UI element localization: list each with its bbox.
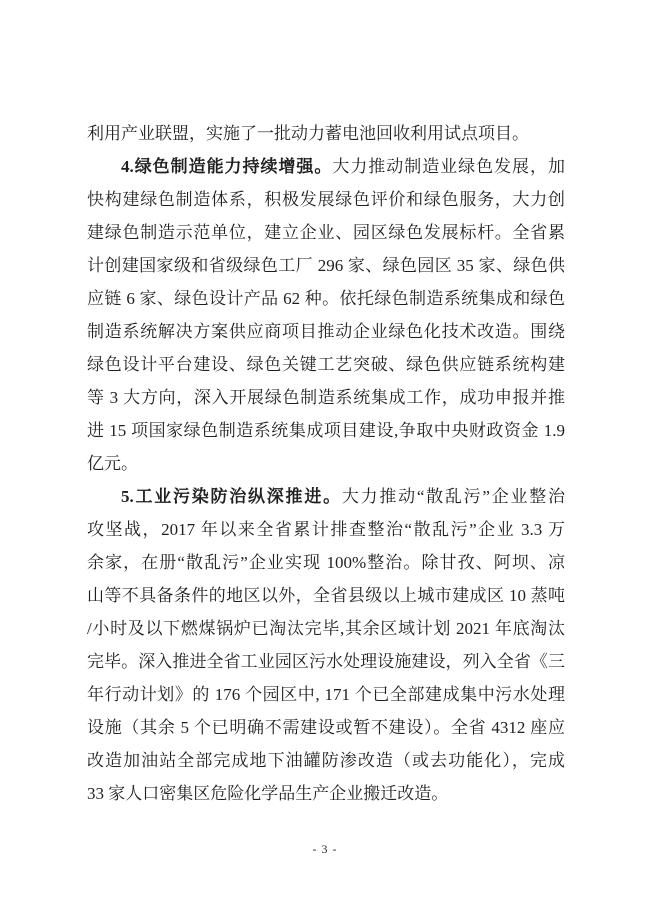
body-text-run: 山等不具备条件的地区以外，全省县级以上城市建成区 10 蒸吨	[87, 586, 565, 605]
text-line	[87, 480, 565, 513]
body-text-run: 攻坚战，2017 年以来全省累计排查整治“散乱污”企业 3.3 万	[87, 520, 565, 539]
text-line	[87, 216, 565, 249]
paragraph	[87, 480, 565, 810]
body-text-run: 大力推动制造业绿色发展，加	[332, 157, 565, 176]
text-line	[87, 282, 565, 315]
paragraph	[87, 117, 565, 150]
text-line	[87, 315, 565, 348]
paragraph	[87, 150, 565, 480]
text-line	[87, 414, 565, 447]
body-text-run: 应链 6 家、绿色设计产品 62 种。依托绿色制造系统集成和绿色	[87, 289, 565, 308]
text-line	[87, 249, 565, 282]
text-line	[87, 612, 565, 645]
text-line	[87, 513, 565, 546]
text-line	[87, 348, 565, 381]
text-line	[87, 711, 565, 744]
text-line	[87, 150, 565, 183]
body-text-run: 大力推动“散乱污”企业整治	[341, 487, 565, 506]
body-text-run: 计创建国家级和省级绿色工厂 296 家、绿色园区 35 家、绿色供	[87, 256, 565, 275]
section-heading-run: 4.绿色制造能力持续增强。	[121, 157, 333, 176]
body-text-run: 快构建绿色制造体系，积极发展绿色评价和绿色服务，大力创	[87, 190, 565, 209]
text-line	[87, 777, 565, 810]
body-text-run: 完毕。深入推进全省工业园区污水处理设施建设，列入全省《三	[87, 652, 565, 671]
text-line	[87, 381, 565, 414]
section-heading-run: 5.工业污染防治纵深推进。	[121, 487, 342, 506]
document-text	[87, 117, 565, 810]
body-text-run: 建绿色制造示范单位，建立企业、园区绿色发展标杆。全省累	[87, 223, 565, 242]
text-line	[87, 447, 565, 480]
text-line	[87, 678, 565, 711]
body-text-run: 利用产业联盟，实施了一批动力蓄电池回收利用试点项目。	[87, 124, 529, 143]
body-text-run: 进 15 项国家绿色制造系统集成项目建设,争取中央财政资金 1.9	[87, 421, 565, 440]
text-line	[87, 579, 565, 612]
body-text-run: 33 家人口密集区危险化学品生产企业搬迁改造。	[87, 784, 449, 803]
text-line	[87, 645, 565, 678]
page-number: - 3 -	[312, 842, 338, 856]
body-text-run: 设施（其余 5 个已明确不需建设或暂不建设）。全省 4312 座应	[87, 718, 565, 737]
text-line	[87, 117, 565, 150]
body-text-run: /小时及以下燃煤锅炉已淘汰完毕,其余区域计划 2021 年底淘汰	[87, 619, 565, 638]
body-text-run: 余家，在册“散乱污”企业实现 100%整治。除甘孜、阿坝、凉	[87, 553, 565, 572]
text-line	[87, 546, 565, 579]
text-line	[87, 183, 565, 216]
body-text-run: 等 3 大方向，深入开展绿色制造系统集成工作，成功申报并推	[87, 388, 565, 407]
body-text-run: 制造系统解决方案供应商项目推动企业绿色化技术改造。围绕	[87, 322, 565, 341]
body-text-run: 绿色设计平台建设、绿色关键工艺突破、绿色供应链系统构建	[87, 355, 565, 374]
body-text-run: 亿元。	[87, 454, 138, 473]
text-line	[87, 744, 565, 777]
body-text-run: 年行动计划》的 176 个园区中, 171 个已全部建成集中污水处理	[87, 685, 565, 704]
body-text-run: 改造加油站全部完成地下油罐防渗改造（或去功能化），完成	[87, 751, 565, 770]
